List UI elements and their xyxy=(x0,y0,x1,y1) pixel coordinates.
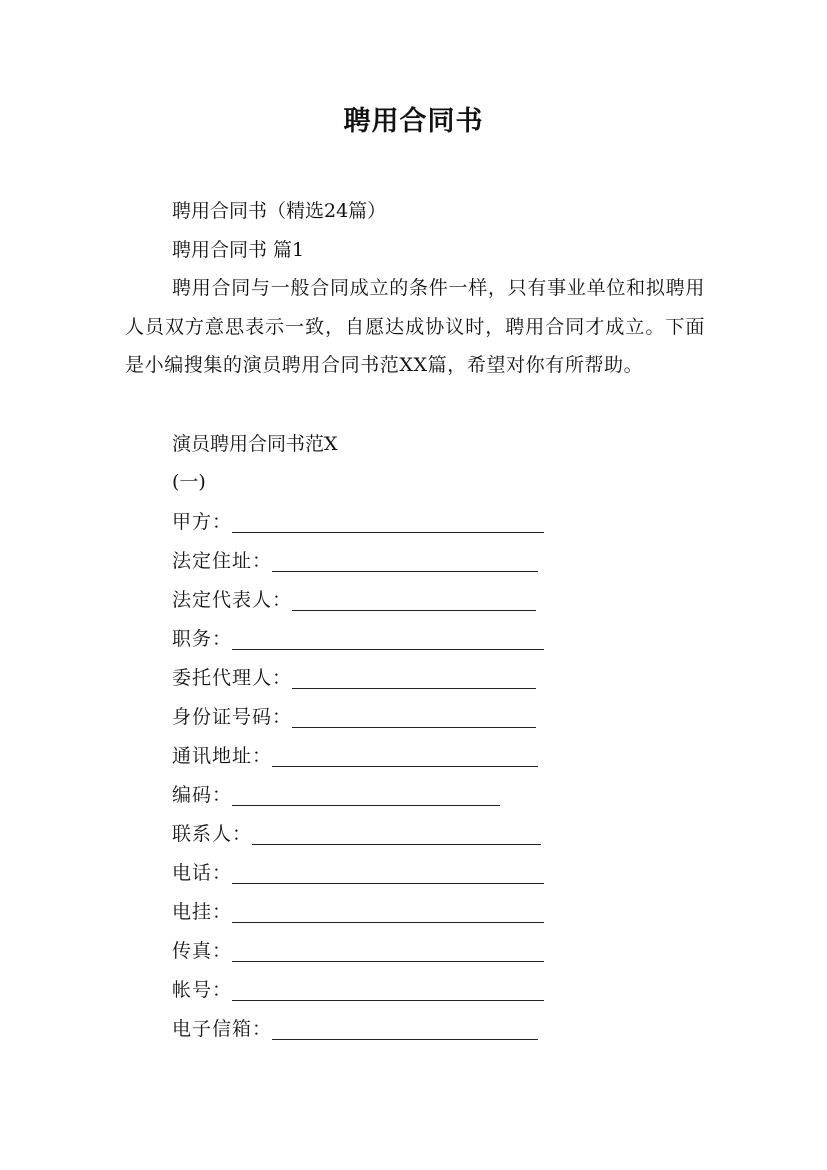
field-legal-address xyxy=(172,545,538,575)
field-label: 委托代理人： xyxy=(172,667,293,689)
field-label: 电话： xyxy=(172,862,233,884)
fill-blank xyxy=(232,510,544,533)
fill-blank xyxy=(252,822,541,845)
section-heading: 聘用合同书 篇1 xyxy=(172,239,305,261)
fill-blank xyxy=(232,861,544,884)
fill-blank xyxy=(292,705,536,728)
field-authorized-agent xyxy=(172,662,536,692)
field-telegraph xyxy=(172,896,544,926)
field-label: 电挂： xyxy=(172,901,233,923)
fill-blank xyxy=(232,900,544,923)
field-label: 法定代表人： xyxy=(172,589,293,611)
sample-heading: 演员聘用合同书范X xyxy=(172,433,338,455)
field-party-a xyxy=(172,506,544,536)
field-label: 通讯地址： xyxy=(172,745,273,767)
field-account-number xyxy=(172,974,544,1004)
fill-blank xyxy=(232,939,544,962)
document-subtitle: 聘用合同书（精选24篇） xyxy=(172,200,387,222)
fill-blank xyxy=(272,744,538,767)
fill-blank xyxy=(272,1017,538,1040)
field-label: 甲方： xyxy=(172,511,233,533)
fill-blank xyxy=(272,549,538,572)
field-mailing-address xyxy=(172,740,538,770)
field-label: 职务： xyxy=(172,628,233,650)
field-label: 联系人： xyxy=(172,823,253,845)
intro-paragraph: 聘用合同与一般合同成立的条件一样，只有事业单位和拟聘用人员双方意思表示一致，自愿达成协议时，聘用合同才成立。下面是小编搜集的演员聘用合同书范XX篇，希望对你有所帮助。 xyxy=(125,277,705,377)
field-id-number xyxy=(172,701,536,731)
field-label: 编码： xyxy=(172,784,233,806)
field-label: 身份证号码： xyxy=(172,706,293,728)
fill-blank xyxy=(232,978,544,1001)
fill-blank xyxy=(292,666,536,689)
fill-blank xyxy=(232,627,544,650)
part-label: (一) xyxy=(172,471,206,493)
fill-blank xyxy=(232,783,500,806)
field-phone xyxy=(172,857,544,887)
fill-blank xyxy=(292,588,536,611)
document-title: 聘用合同书 xyxy=(343,106,484,137)
field-label: 法定住址： xyxy=(172,550,273,572)
field-position xyxy=(172,623,544,653)
field-label: 电子信箱： xyxy=(172,1018,273,1040)
field-postal-code xyxy=(172,779,500,809)
field-email xyxy=(172,1013,538,1043)
field-fax xyxy=(172,935,544,965)
field-legal-representative xyxy=(172,584,536,614)
field-contact-person xyxy=(172,818,541,848)
field-label: 帐号： xyxy=(172,979,233,1001)
field-label: 传真： xyxy=(172,940,233,962)
